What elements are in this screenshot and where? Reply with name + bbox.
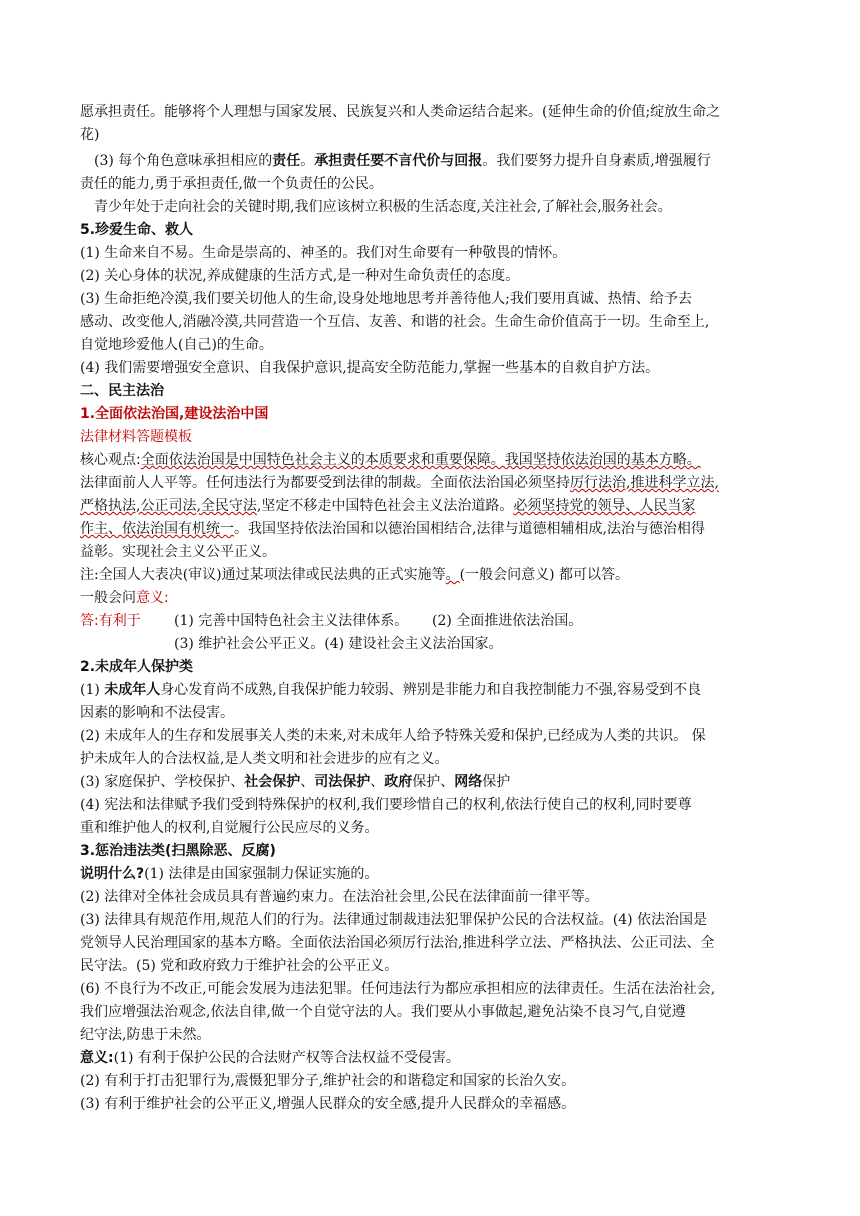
s5-item-2: (2) 关心身体的状况,养成健康的生活方式,是一种对生命负责任的态度。 xyxy=(80,268,520,284)
minor-item-1-line-1: (1) 未成年人身心发育尚不成熟,自我保护能力较弱、辨别是非能力和自我控制能力不强,容易受到不良 xyxy=(80,682,702,698)
crime-item-6-line-2: 我们应增强法治观念,依法自律,做一个自觉守法的人。我们要从小事做起,避免沾染不良习气,自觉遵 xyxy=(80,1004,686,1020)
rule-of-law-heading: 1.全面依法治国,建设法治中国 xyxy=(80,406,269,422)
s5-item-3-line-2: 感动、改变他人,消融冷漠,共同营造一个互信、友善、和谐的社会。生命生命价值高于一切。生命至上, xyxy=(80,314,710,330)
equality-line: 法律面前人人平等。任何违法行为都要受到法律的制裁。全面依法治国必须坚持厉行法治,推进科学立法, xyxy=(80,475,719,491)
fairness-line: 益彰。实现社会主义公平正义。 xyxy=(80,544,276,560)
s5-item-3-line-1: (3) 生命拒绝冷漠,我们要关切他人的生命,设身处地地思考并善待他人;我们要用真诚、热情、给予去 xyxy=(80,291,692,307)
crime-item-2: (2) 法律对全体社会成员具有普遍约束力。在法治社会里,公民在法律面前一律平等。 xyxy=(80,889,599,905)
meaning-line-2: (2) 有利于打击犯罪行为,震慑犯罪分子,维护社会的和谐稳定和国家的长治久安。 xyxy=(80,1073,576,1089)
meaning-line-1: 意义:(1) 有利于保护公民的合法财产权等合法权益不受侵害。 xyxy=(80,1050,460,1066)
usual-question-line: 一般会问意义: xyxy=(80,590,169,606)
minor-item-4-line-2: 重和维护他人的权利,自觉履行公民应尽的义务。 xyxy=(80,820,379,836)
s5-item-3-line-3: 自觉地珍爱他人(自己)的生命。 xyxy=(80,337,273,353)
note-line: 注:全国人大表决(审议)通过某项法律或民法典的正式实施等。(一般会问意义) 都可以答。 xyxy=(80,567,630,583)
answer-template-label: 法律材料答题模板 xyxy=(80,429,192,445)
intro-line-2: 花) xyxy=(80,127,100,143)
answer-line-1: 答:有利于 (1) 完善中国特色社会主义法律体系。 (2) 全面推进依法治国。 xyxy=(80,613,583,629)
intro-line-1: 愿承担责任。能够将个人理想与国家发展、民族复兴和人类命运结合起来。(延伸生命的价值;绽放生命之 xyxy=(80,104,721,120)
crime-item-6-line-3: 纪守法,防患于未然。 xyxy=(80,1027,211,1043)
crime-punishment-heading: 3.惩治违法类(扫黑除恶、反腐) xyxy=(80,843,276,859)
rule-by-virtue-line: 作主、依法治国有机统一。我国坚持依法治国和以德治国相结合,法律与道德相辅相成,法治与德治相得 xyxy=(80,521,705,537)
s5-item-4: (4) 我们需要增强安全意识、自我保护意识,提高安全防范能力,掌握一些基本的自救自护方法。 xyxy=(80,360,660,376)
crime-item-3-line-2: 党领导人民治理国家的基本方略。全面依法治国必须厉行法治,推进科学立法、严格执法、公正司法、全 xyxy=(80,935,715,951)
crime-item-3-line-1: (3) 法律具有规范作用,规范人们的行为。法律通过制裁违法犯罪保护公民的合法权益。(4) 依法治国是 xyxy=(80,912,708,928)
responsibility-line-3: 青少年处于走向社会的关键时期,我们应该树立积极的生活态度,关注社会,了解社会,服务社会。 xyxy=(94,199,672,215)
meaning-line-3: (3) 有利于维护社会的公平正义,增强人民群众的安全感,提升人民群众的幸福感。 xyxy=(80,1096,576,1112)
minor-item-2-line-2: 护未成年人的合法权益,是人类文明和社会进步的应有之义。 xyxy=(80,751,449,767)
section-5-heading: 5.珍爱生命、救人 xyxy=(80,222,194,238)
crime-item-6-line-1: (6) 不良行为不改正,可能会发展为违法犯罪。任何违法行为都应承担相应的法律责任。生活在法治社会, xyxy=(80,981,716,997)
s5-item-1: (1) 生命来自不易。生命是崇高的、神圣的。我们对生命要有一种敬畏的情怀。 xyxy=(80,245,567,261)
minor-item-4-line-1: (4) 宪法和法律赋予我们受到特殊保护的权利,我们要珍惜自己的权利,依法行使自己的权利,同时要尊 xyxy=(80,797,692,813)
minor-protection-heading: 2.未成年人保护类 xyxy=(80,659,194,675)
law-enforcement-line: 严格执法,公正司法,全民守法,坚定不移走中国特色社会主义法治道路。必须坚持党的领导、人民当家 xyxy=(80,498,696,514)
core-viewpoint-line: 核心观点:全面依法治国是中国特色社会主义的本质要求和重要保障。我国坚持依法治国的基本方略。 xyxy=(80,452,701,468)
minor-item-2-line-1: (2) 未成年人的生存和发展事关人类的未来,对未成年人给予特殊关爱和保护,已经成为人类的共识。 保 xyxy=(80,728,706,744)
minor-item-3: (3) 家庭保护、学校保护、社会保护、司法保护、政府保护、网络保护 xyxy=(80,774,511,790)
answer-line-2: (3) 维护社会公平正义。(4) 建设社会主义法治国家。 xyxy=(174,636,503,652)
responsibility-line-2: 责任的能力,勇于承担责任,做一个负责任的公民。 xyxy=(80,176,383,192)
section-2-heading: 二、民主法治 xyxy=(80,383,164,399)
minor-item-1-line-2: 因素的影响和不法侵害。 xyxy=(80,705,234,721)
responsibility-line-1: (3) 每个角色意味承担相应的责任。承担责任要不言代价与回报。我们要努力提升自身素质,增强履行 xyxy=(94,153,711,169)
crime-question-line: 说明什么?(1) 法律是由国家强制力保证实施的。 xyxy=(80,866,379,882)
crime-item-3-line-3: 民守法。(5) 党和政府致力于维护社会的公平正义。 xyxy=(80,958,399,974)
